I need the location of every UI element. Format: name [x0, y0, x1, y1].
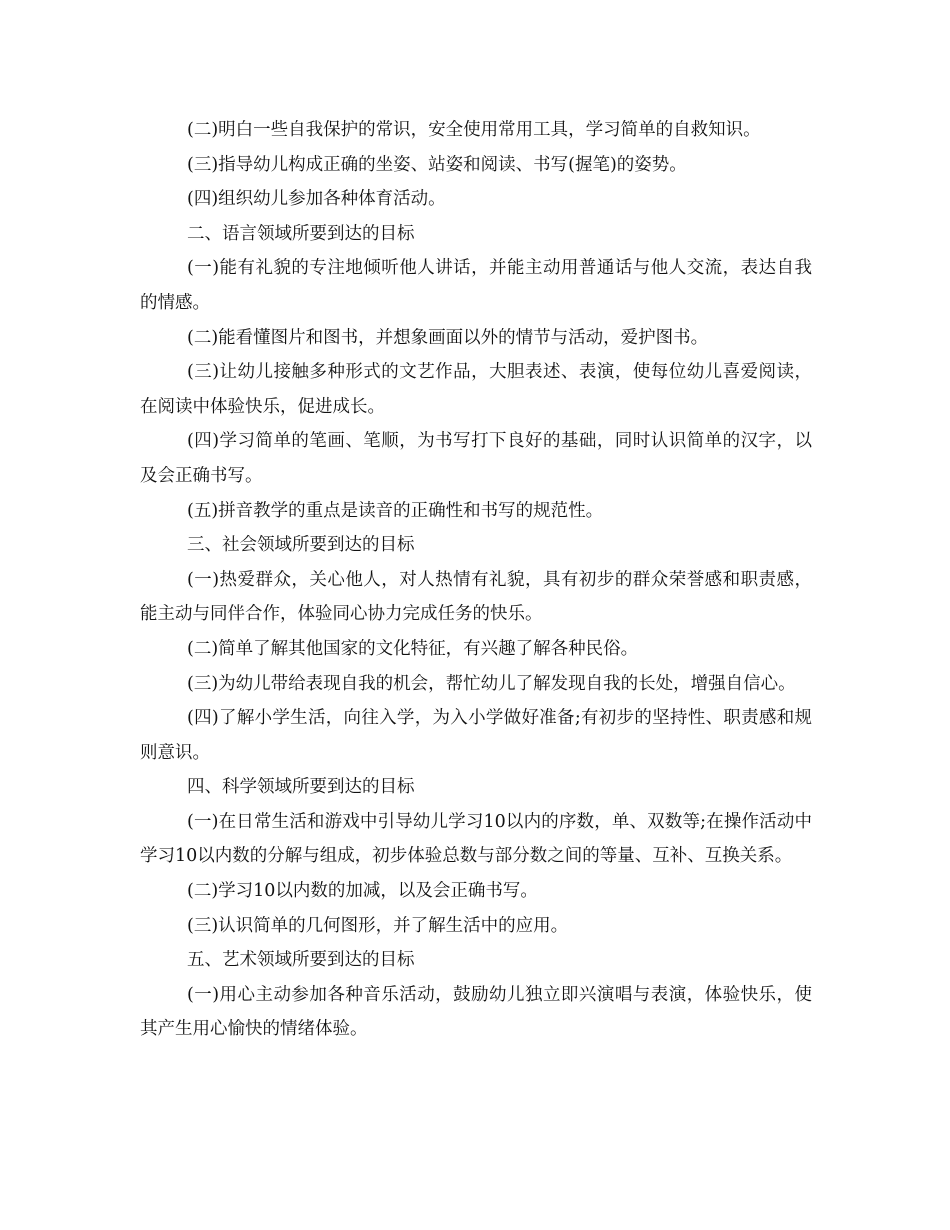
paragraph-sports: (四)组织幼儿参加各种体育活动。	[187, 189, 446, 210]
paragraph-geometry: (三)认识简单的几何图形，并了解生活中的应用。	[187, 915, 569, 936]
paragraph-picture-books: (二)能看懂图片和图书，并想象画面以外的情节与活动，爱护图书。	[187, 327, 709, 348]
paragraph-confidence: (三)为幼儿带给表现自我的机会，帮忙幼儿了解发现自我的长处，增强自信心。	[187, 673, 796, 694]
paragraph-safety-knowledge: (二)明白一些自我保护的常识，安全使用常用工具，学习简单的自救知识。	[187, 120, 761, 140]
paragraph-music: (一)用心主动参加各种音乐活动，鼓励幼儿独立即兴演唱与表演，体验快乐，使其产生用心愉快的情绪体验。	[140, 984, 812, 1040]
paragraph-posture: (三)指导幼儿构成正确的坐姿、站姿和阅读、书写(握笔)的姿势。	[187, 154, 687, 175]
section-heading-social: 三、社会领域所要到达的目标	[187, 535, 415, 556]
paragraph-pinyin: (五)拼音教学的重点是读音的正确性和书写的规范性。	[187, 500, 604, 521]
paragraph-culture: (二)简单了解其他国家的文化特征，有兴趣了解各种民俗。	[187, 638, 639, 659]
paragraph-listening: (一)能有礼貌的专注地倾听他人讲话，并能主动用普通话与他人交流，表达自我的情感。	[140, 258, 812, 313]
paragraph-collective: (一)热爱群众，关心他人，对人热情有礼貌，具有初步的群众荣誉感和职责感，能主动与同伴合作，体验同心协力完成任务的快乐。	[140, 569, 812, 625]
paragraph-numbers: (一)在日常生活和游戏中引导幼儿学习10以内的序数，单、双数等;在操作活动中学习10以内数的分解与组成，初步体验总数与部分数之间的等量、互补、互换关系。	[140, 811, 812, 867]
paragraph-strokes: (四)学习简单的笔画、笔顺，为书写打下良好的基础，同时认识简单的汉字，以及会正确书写。	[140, 431, 812, 486]
paragraph-school-prep: (四)了解小学生活，向往入学，为入小学做好准备;有初步的坚持性、职责感和规则意识。	[140, 708, 812, 763]
section-heading-language: 二、语言领域所要到达的目标	[187, 223, 415, 244]
paragraph-arithmetic: (二)学习10以内数的加减，以及会正确书写。	[187, 881, 538, 902]
section-heading-art: 五、艺术领域所要到达的目标	[187, 950, 415, 971]
document-body	[140, 113, 812, 1047]
paragraph-literature: (三)让幼儿接触多种形式的文艺作品，大胆表述、表演，使每位幼儿喜爱阅读，在阅读中体验快乐，促进成长。	[140, 362, 812, 417]
section-heading-science: 四、科学领域所要到达的目标	[187, 777, 415, 798]
